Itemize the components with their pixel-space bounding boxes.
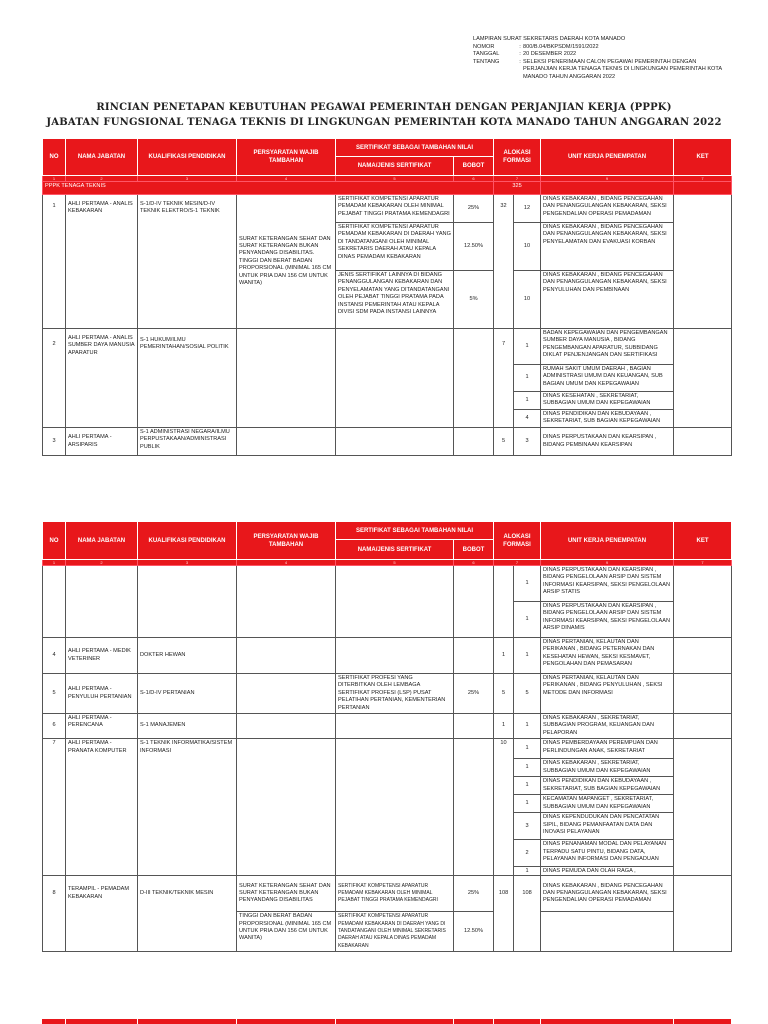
alokasi-cell: 12	[514, 195, 541, 223]
header-ket: KET	[674, 139, 732, 176]
header-nama-sertifikat: NAMA/JENIS SERTIFIKAT	[336, 157, 454, 176]
unit-kerja-cell: DINAS PENANAMAN MODAL DAN PELAYANAN TERPADU SATU PINTU, BIDANG DATA, PELAYANAN INFORMASI DAN PENGADUAN	[541, 840, 674, 867]
alokasi-cell: 1	[514, 795, 541, 813]
sertifikat-cell: SERTIFIKAT KOMPETENSI APARATUR PEMADAM KEBAKARAN DI DAERAH YANG DI TANDATANGANI OLEH MINIMAL SEKRETARIS DAERAH ATAU KEPALA DINAS PEMADAM KEBAKARAN	[336, 223, 454, 271]
alokasi-cell: 1	[514, 638, 541, 674]
alokasi-cell: 1	[514, 329, 541, 365]
header-persyaratan: PERSYARATAN WAJIB TAMBAHAN	[237, 139, 336, 176]
alokasi-cell: 3	[514, 428, 541, 456]
jabatan-cell: AHLI PERTAMA - ANALIS SUMBER DAYA MANUSIA APARATUR	[66, 329, 138, 428]
kualifikasi-cell: S-1 HUKUM/ILMU PEMERINTAHAN/SOSIAL POLITIK	[138, 329, 237, 428]
alokasi-cell: 4	[514, 410, 541, 428]
alokasi-cell: 2	[514, 840, 541, 867]
header-nama-sertifikat: NAMA/JENIS SERTIFIKAT	[336, 540, 454, 560]
alokasi-total-cell: 32	[494, 195, 514, 329]
alokasi-cell: 3	[514, 813, 541, 840]
unit-kerja-cell: DINAS PEMUDA DAN OLAH RAGA ,	[541, 867, 674, 876]
alokasi-total-cell: 7	[494, 329, 514, 428]
sertifikat-cell: SERTIFIKAT KOMPETENSI APARATUR PEMADAM KEBAKARAN OLEH MINIMAL PEJABAT TINGGI PRATAMA KEMENDAGRI	[336, 195, 454, 223]
persyaratan-cell	[237, 428, 336, 456]
table-row: 2 AHLI PERTAMA - ANALIS SUMBER DAYA MANUSIA APARATUR S-1 HUKUM/ILMU PEMERINTAHAN/SOSIAL POLITIK 7 1 BADAN KEPEGAWAIAN DAN PENGEMBANGAN SUMBER DAYA MANUSIA , BIDANG PENGEMBANGAN APARATUR, SUBBIDANG DIKLAT PENJENJANGAN DAN SERTIFIKASI	[43, 329, 732, 365]
alokasi-total-cell: 108	[494, 876, 514, 952]
ket-cell	[674, 876, 732, 952]
alokasi-total-cell: 10	[494, 739, 514, 876]
unit-kerja-cell: RUMAH SAKIT UMUM DAERAH , BAGIAN ADMINISTRASI UMUM DAN KEUANGAN, SUB BAGIAN UMUM DAN KEPEGAWAIAN	[541, 365, 674, 392]
alokasi-cell: 1	[514, 714, 541, 739]
category-row	[43, 182, 732, 195]
alokasi-total-cell: 1	[494, 638, 514, 674]
alokasi-cell: 10	[514, 223, 541, 271]
sertifikat-cell: SERTIFIKAT PROFESI YANG DITERBITKAN OLEH LEMBAGA SERTIFIKAT PROFESI (LSP) PUSAT PELATIHAN PERTANIAN, KEMENTERIAN PERTANIAN	[336, 674, 454, 714]
kualifikasi-cell: S-1 TEKNIK INFORMATIKA/SISTEM INFORMASI	[138, 739, 237, 876]
ket-cell	[674, 566, 732, 638]
kualifikasi-cell: DOKTER HEWAN	[138, 638, 237, 674]
sertifikat-cell	[336, 329, 454, 428]
unit-kerja-cell: DINAS PERPUSTAKAAN DAN KEARSIPAN , BIDANG PEMBINAAN KEARSIPAN	[541, 428, 674, 456]
alokasi-cell: 10	[514, 271, 541, 329]
bobot-cell	[454, 329, 494, 428]
unit-kerja-cell: KECAMATAN MAPANGET , SEKRETARIAT, SUBBAGIAN UMUM DAN KEPEGAWAIAN	[541, 795, 674, 813]
persyaratan-cell: TINGGI DAN BERAT BADAN PROPORSIONAL (MINIMAL 165 CM UNTUK PRIA DAN 156 CM UNTUK WANITA)	[237, 912, 336, 952]
bobot-cell: 12.50%	[454, 912, 494, 952]
bobot-cell: 5%	[454, 271, 494, 329]
bobot-cell: 25%	[454, 674, 494, 714]
table-row: 4 AHLI PERTAMA - MEDIK VETERINER DOKTER HEWAN 1 1 DINAS PERTANIAN, KELAUTAN DAN PERIKANAN , BIDANG PETERNAKAN DAN KESEHATAN HEWAN, SEKSI KESMAVET, PENGOLAHAN DAN PEMASARAN	[43, 638, 732, 674]
header-no: NO	[43, 522, 66, 560]
table-row: 7 AHLI PERTAMA - PRANATA KOMPUTER S-1 TEKNIK INFORMATIKA/SISTEM INFORMASI 10 1 DINAS PEMBERDAYAAN PEREMPUAN DAN PERLINDUNGAN ANAK, SEKRETARIAT	[43, 739, 732, 759]
alokasi-cell: 1	[514, 602, 541, 638]
formasi-table-1	[42, 138, 732, 456]
sertifikat-cell: JENIS SERTIFIKAT LAINNYA DI BIDANG PENANGGULANGAN KEBAKARAN DAN PENYELAMATAN YANG DITANDATANGANI OLEH PEJABAT TINGGI PRATAMA PADA INSTANSI PEMERINTAH ATAU KEPALA DIVISI SDM PADA INSTANSI LAINNYA	[336, 271, 454, 329]
unit-kerja-cell: DINAS PERPUSTAKAAN DAN KEARSIPAN , BIDANG PENGELOLAAN ARSIP DAN SISTEM INFORMASI KEARSIPAN, SEKSI PENGELOLAAN ARSIP STATIS	[541, 566, 674, 602]
alokasi-total-cell: 5	[494, 674, 514, 714]
header-kualifikasi: KUALIFIKASI PENDIDIKAN	[138, 139, 237, 176]
next-table-header-edge	[42, 1019, 731, 1024]
bobot-cell: 12.50%	[454, 223, 494, 271]
bobot-cell	[454, 428, 494, 456]
alokasi-cell: 1	[514, 365, 541, 392]
alokasi-cell: 1	[514, 739, 541, 759]
persyaratan-cell: SURAT KETERANGAN SEHAT DAN SURAT KETERANGAN BUKAN PENYANDANG DISABILITAS. TINGGI DAN BERAT BADAN PROPORSIONAL (MINIMAL 165 CM UNTUK PRIA DAN 156 CM UNTUK WANITA)	[237, 195, 336, 329]
alokasi-cell: 5	[514, 674, 541, 714]
alokasi-cell: 1	[514, 392, 541, 410]
unit-kerja-cell: DINAS KEBAKARAN , BIDANG PENCEGAHAN DAN PENANGGULANGAN KEBAKARAN, SEKSI PENYELAMATAN DAN EVAKUASI KORBAN	[541, 223, 674, 271]
header-unit-kerja: UNIT KERJA PENEMPATAN	[541, 139, 674, 176]
document-subtitle: JABATAN FUNGSIONAL TENAGA TEKNIS DI LINGKUNGAN PEMERINTAH KOTA MANADO TAHUN ANGGARAN 2022	[46, 117, 722, 128]
persyaratan-cell: SURAT KETERANGAN SEHAT DAN SURAT KETERANGAN BUKAN PENYANDANG DISABILITAS	[237, 876, 336, 912]
alokasi-cell: 108	[514, 876, 541, 952]
unit-kerja-cell: DINAS PERPUSTAKAAN DAN KEARSIPAN , BIDANG PENGELOLAAN ARSIP DAN SISTEM INFORMASI KEARSIPAN, SEKSI PENGELOLAAN ARSIP DINAMIS	[541, 602, 674, 638]
sertifikat-cell: SERTIFIKAT KOMPETENSI APARATUR PEMADAM KEBAKARAN DI DAERAH YANG DI TANDATANGANI OLEH MINIMAL SEKRETARIS DAERAH ATAU KEPALA DINAS PEMADAM KEBAKARAN	[336, 912, 454, 952]
kualifikasi-cell: S-1/D-IV TEKNIK MESIN/D-IV TEKNIK ELEKTRO/S-1 TEKNIK	[138, 195, 237, 329]
ket-cell	[674, 674, 732, 714]
bobot-cell: 25%	[454, 876, 494, 912]
alokasi-cell: 1	[514, 777, 541, 795]
ket-cell	[674, 195, 732, 329]
unit-kerja-cell: DINAS KEPENDUDUKAN DAN PENCATATAN SIPIL, BIDANG PEMANFAATAN DATA DAN INOVASI PELAYANAN	[541, 813, 674, 840]
jabatan-cell: AHLI PERTAMA - MEDIK VETERINER	[66, 638, 138, 674]
category-label: PPPK TENAGA TEKNIS	[43, 182, 494, 195]
header-bobot: BOBOT	[454, 540, 494, 560]
table-row: 8 TERAMPIL - PEMADAM KEBAKARAN D-III TEKNIK/TEKNIK MESIN SURAT KETERANGAN SEHAT DAN SURAT KETERANGAN BUKAN PENYANDANG DISABILITAS SERTIFIKAT KOMPETENSI APARATUR PEMADAM KEBAKARAN OLEH MINIMAL PEJABAT TINGGI PRATAMA KEMENDAGRI 25% 108 108 DINAS KEBAKARAN , BIDANG PENCEGAHAN DAN PENANGGULANGAN KEBAKARAN, SEKSI PENGENDALIAN OPERASI PEMADAMAN	[43, 876, 732, 912]
jabatan-cell: AHLI PERTAMA - PENYULUH PERTANIAN	[66, 674, 138, 714]
alokasi-total-cell: 5	[494, 428, 514, 456]
column-number-row: 1 2 3 4 5 6 7 9 7	[43, 176, 732, 182]
unit-kerja-cell: DINAS KEBAKARAN , BIDANG PENCEGAHAN DAN PENANGGULANGAN KEBAKARAN, SEKSI PENGENDALIAN OPERASI PEMADAMAN	[541, 876, 674, 912]
unit-kerja-cell: DINAS PEMBERDAYAAN PEREMPUAN DAN PERLINDUNGAN ANAK, SEKRETARIAT	[541, 739, 674, 759]
header-ket: KET	[674, 522, 732, 560]
lampiran-header	[473, 36, 723, 82]
unit-kerja-cell: DINAS KEBAKARAN , SEKRETARIAT, SUBBAGIAN UMUM DAN KEPEGAWAIAN	[541, 759, 674, 777]
header-kualifikasi: KUALIFIKASI PENDIDIKAN	[138, 522, 237, 560]
jabatan-cell: AHLI PERTAMA - PERENCANA	[66, 714, 138, 739]
lampiran-title: LAMPIRAN SURAT SEKRETARIS DAERAH KOTA MANADO	[473, 36, 626, 42]
header-nama-jabatan: NAMA JABATAN	[66, 522, 138, 560]
table-row: 1 AHLI PERTAMA - ANALIS KEBAKARAN S-1/D-IV TEKNIK MESIN/D-IV TEKNIK ELEKTRO/S-1 TEKNIK SURAT KETERANGAN SEHAT DAN SURAT KETERANGAN BUKAN PENYANDANG DISABILITAS. TINGGI DAN BERAT BADAN PROPORSIONAL (MINIMAL 165 CM UNTUK PRIA DAN 156 CM UNTUK WANITA) SERTIFIKAT KOMPETENSI APARATUR PEMADAM KEBAKARAN OLEH MINIMAL PEJABAT TINGGI PRATAMA KEMENDAGRI 25% 32 12 DINAS KEBAKARAN , BIDANG PENCEGAHAN DAN PENANGGULANGAN KEBAKARAN, SEKSI PENGENDALIAN OPERASI PEMADAMAN	[43, 195, 732, 223]
alokasi-total-cell: 1	[494, 714, 514, 739]
header-alokasi: ALOKASI FORMASI	[494, 522, 541, 560]
header-sertifikat: SERTIFIKAT SEBAGAI TAMBAHAN NILAI	[336, 522, 494, 540]
lampiran-nomor: NOMOR : 800/B.04/BKPSDM/1591/2022	[473, 43, 599, 50]
ket-cell	[674, 638, 732, 674]
jabatan-cell: AHLI PERTAMA - ANALIS KEBAKARAN	[66, 195, 138, 329]
kualifikasi-cell: S-1/D-IV PERTANIAN	[138, 674, 237, 714]
header-bobot: BOBOT	[454, 157, 494, 176]
lampiran-tanggal: TANGGAL : 20 DESEMBER 2022	[473, 51, 577, 58]
sertifikat-cell: SERTIFIKAT KOMPETENSI APARATUR PEMADAM KEBAKARAN OLEH MINIMAL PEJABAT TINGGI PRATAMA KEMENDAGRI	[336, 876, 454, 912]
unit-kerja-cell: DINAS KEBAKARAN , BIDANG PENCEGAHAN DAN PENANGGULANGAN KEBAKARAN, SEKSI PENYULUHAN DAN PEMBINAAN	[541, 271, 674, 329]
kualifikasi-cell: S-1 ADMINISTRASI NEGARA/ILMU PERPUSTAKAAN/ADMINISTRASI PUBLIK	[138, 428, 237, 456]
kualifikasi-cell: D-III TEKNIK/TEKNIK MESIN	[138, 876, 237, 952]
bobot-cell: 25%	[454, 195, 494, 223]
jabatan-cell: AHLI PERTAMA - ARSIPARIS	[66, 428, 138, 456]
jabatan-cell: TERAMPIL - PEMADAM KEBAKARAN	[66, 876, 138, 952]
ket-cell	[674, 714, 732, 739]
unit-kerja-cell: DINAS PERTANIAN, KELAUTAN DAN PERIKANAN , BIDANG PETERNAKAN DAN KESEHATAN HEWAN, SEKSI KESMAVET, PENGOLAHAN DAN PEMASARAN	[541, 638, 674, 674]
unit-kerja-cell: DINAS PERTANIAN, KELAUTAN DAN PERIKANAN , BIDANG PENYULUHAN , SEKSI METODE DAN INFORMASI	[541, 674, 674, 714]
alokasi-cell: 1	[514, 867, 541, 876]
header-no: NO	[43, 139, 66, 176]
alokasi-cell: 1	[514, 759, 541, 777]
alokasi-cell: 1	[514, 566, 541, 602]
unit-kerja-cell: DINAS KEBAKARAN , SEKRETARIAT, SUBBAGIAN PROGRAM, KEUANGAN DAN PELAPORAN	[541, 714, 674, 739]
ket-cell	[674, 329, 732, 428]
unit-kerja-cell: DINAS PENDIDIKAN DAN KEBUDAYAAN , SEKRETARIAT, SUB BAGIAN KEPEGAWAIAN	[541, 410, 674, 428]
column-number-row: 1 2 3 4 5 6 7 9 7	[43, 560, 732, 566]
unit-kerja-cell: DINAS KEBAKARAN , BIDANG PENCEGAHAN DAN PENANGGULANGAN KEBAKARAN, SEKSI PENGENDALIAN OPERASI PEMADAMAN	[541, 195, 674, 223]
ket-cell	[674, 428, 732, 456]
header-nama-jabatan: NAMA JABATAN	[66, 139, 138, 176]
kualifikasi-cell: S-1 MANAJEMEN	[138, 714, 237, 739]
sertifikat-cell	[336, 428, 454, 456]
formasi-table-2	[42, 521, 732, 952]
jabatan-cell: AHLI PERTAMA - PRANATA KOMPUTER	[66, 739, 138, 876]
unit-kerja-cell: BADAN KEPEGAWAIAN DAN PENGEMBANGAN SUMBER DAYA MANUSIA , BIDANG PENGEMBANGAN APARATUR, SUBBIDANG DIKLAT PENJENJANGAN DAN SERTIFIKASI	[541, 329, 674, 365]
table-row: 3 AHLI PERTAMA - ARSIPARIS S-1 ADMINISTRASI NEGARA/ILMU PERPUSTAKAAN/ADMINISTRASI PUBLIK 5 3 DINAS PERPUSTAKAAN DAN KEARSIPAN , BIDANG PEMBINAAN KEARSIPAN	[43, 428, 732, 456]
header-unit-kerja: UNIT KERJA PENEMPATAN	[541, 522, 674, 560]
header-persyaratan: PERSYARATAN WAJIB TAMBAHAN	[237, 522, 336, 560]
lampiran-tentang: TENTANG : SELEKSI PENERIMAAN CALON PEGAWAI PEMERINTAH DENGAN PERJANJIAN KERJA TENAGA TEKNIS DI LINGKUNGAN PEMERINTAH KOTA MANADO TAHUN ANGGARAN 2022	[473, 58, 722, 80]
table-row: 6 AHLI PERTAMA - PERENCANA S-1 MANAJEMEN 1 1 DINAS KEBAKARAN , SEKRETARIAT, SUBBAGIAN PROGRAM, KEUANGAN DAN PELAPORAN	[43, 714, 732, 739]
table-row	[43, 566, 732, 602]
category-total: 325	[494, 182, 541, 195]
persyaratan-cell	[237, 329, 336, 428]
header-sertifikat: SERTIFIKAT SEBAGAI TAMBAHAN NILAI	[336, 139, 494, 157]
unit-kerja-cell: DINAS KESEHATAN , SEKRETARIAT, SUBBAGIAN UMUM DAN KEPEGAWAIAN	[541, 392, 674, 410]
document-title: RINCIAN PENETAPAN KEBUTUHAN PEGAWAI PEMERINTAH DENGAN PERJANJIAN KERJA (PPPK)	[96, 102, 672, 113]
unit-kerja-cell: DINAS PENDIDIKAN DAN KEBUDAYAAN , SEKRETARIAT, SUB BAGIAN KEPEGAWAIAN	[541, 777, 674, 795]
header-alokasi: ALOKASI FORMASI	[494, 139, 541, 176]
table-row: 5 AHLI PERTAMA - PENYULUH PERTANIAN S-1/D-IV PERTANIAN SERTIFIKAT PROFESI YANG DITERBITKAN OLEH LEMBAGA SERTIFIKAT PROFESI (LSP) PUSAT PELATIHAN PERTANIAN, KEMENTERIAN PERTANIAN 25% 5 5 DINAS PERTANIAN, KELAUTAN DAN PERIKANAN , BIDANG PENYULUHAN , SEKSI METODE DAN INFORMASI	[43, 674, 732, 714]
ket-cell	[674, 739, 732, 876]
